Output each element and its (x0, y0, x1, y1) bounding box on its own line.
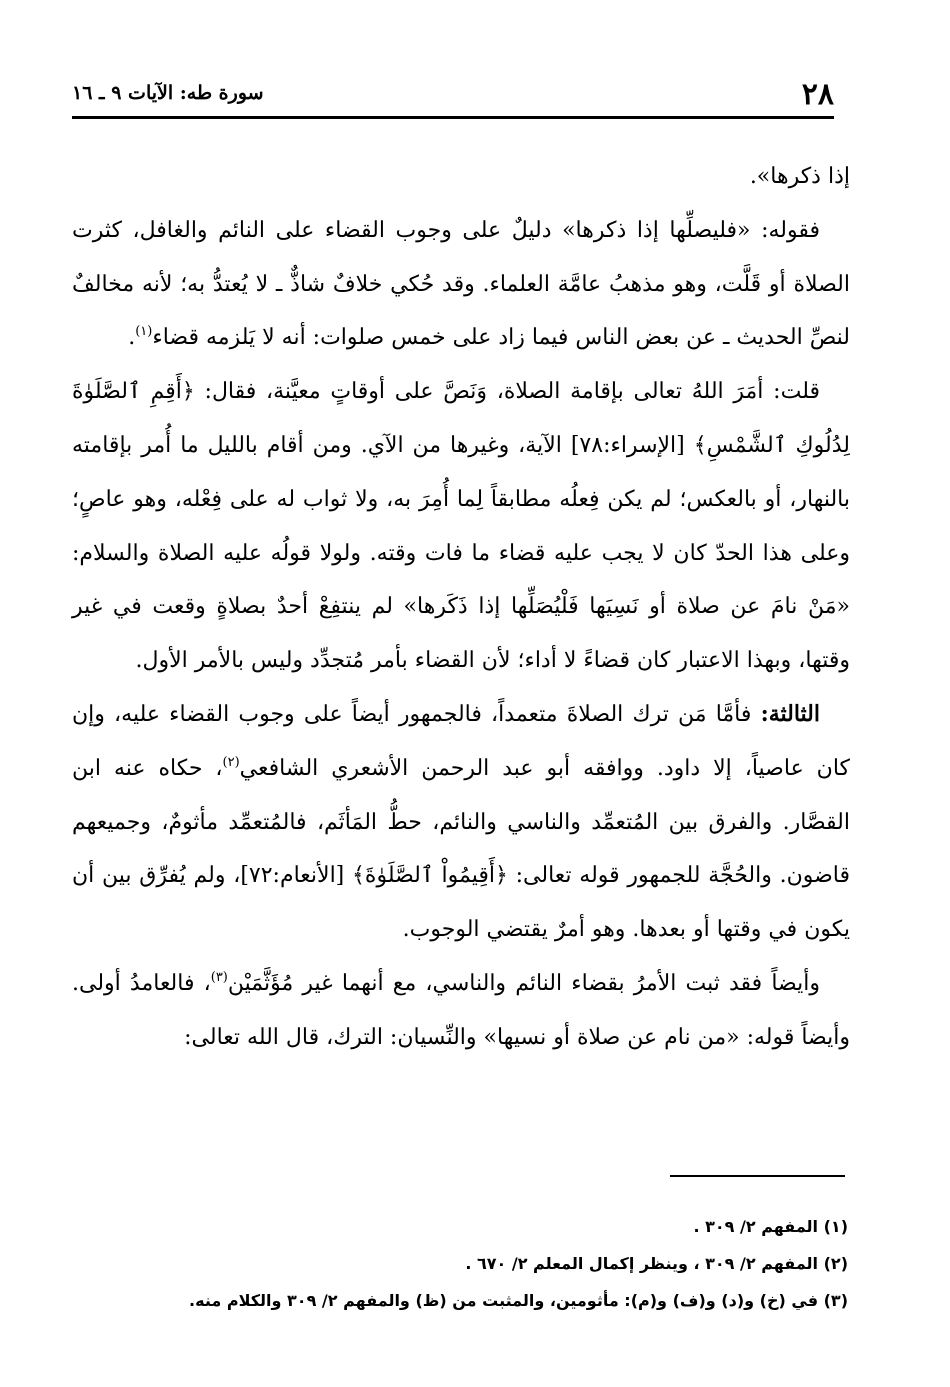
section-label: الثالثة: (760, 700, 820, 727)
paragraph-4-text-c: ، ولم يُفرِّق بين أن يكون في وقتها أو بعدها. وهو أمرٌ يقتضي الوجوب. (72, 863, 850, 943)
running-title: سورة طه: الآيات ٩ ـ ١٦ (72, 82, 264, 104)
paragraph-2-end: . (128, 325, 136, 351)
paragraph-4-text-b: ، حكاه عنه ابن القصَّار. والفرق بين المُتعمِّد والناسي والنائم، حطُّ المَأثَم، فالمُتعمِّد مأثومٌ، وجميعهم قاضون. والحُجَّة للجمهور قوله تعالى: (72, 755, 851, 889)
footnote-separator (670, 1175, 845, 1177)
paragraph-1 (72, 150, 850, 204)
paragraph-5-text-b: ، فالعامدُ أولى. وأيضاً قوله: «من نام عن صلاة أو نسيها» والنِّسيان: الترك، قال الله تعالى: (72, 970, 850, 1050)
paragraph-3 (72, 365, 850, 688)
paragraph-5 (72, 957, 850, 1065)
paragraph-1-text: إذا ذكرها». (749, 164, 850, 189)
footnote-ref-3[interactable]: (٣) (210, 969, 228, 985)
quran-verse-2: ﴿أَقِيمُواْ ٱلصَّلَوٰةَ﴾ (352, 863, 508, 889)
paragraph-3-text-a: قلت: أمَرَ اللهُ تعالى بإقامة الصلاة، وَنَصَّ على أوقاتٍ معيَّنة، فقال: (204, 379, 820, 405)
paragraph-4 (72, 688, 850, 957)
paragraph-2 (72, 204, 850, 365)
footnote-ref-1[interactable]: (١) (135, 324, 153, 340)
verse-reference-2: [الأنعام:٧٢] (240, 863, 345, 889)
verse-reference-1: [الإسراء:٧٨] (570, 432, 685, 458)
paragraph-5-text-a: وأيضاً فقد ثبت الأمرُ بقضاء النائم والناسي، مع أنهما غير مُؤَثَّمَيْن (227, 970, 820, 996)
paragraph-2-text: فقوله: «فليصلِّها إذا ذكرها» دليلٌ على وجوب القضاء على النائم والغافل، كثرت الصلاة أو قَلَّت، وهو مذهبُ عامَّة العلماء. وقد حُكي خلافٌ شاذٌّ ـ لا يُعتدُّ به؛ لأنه مخالفٌ لنصِّ الحديث ـ عن بعض الناس فيما زاد على خمس صلوات: أنه لا يَلزمه قضاء (72, 217, 850, 351)
footnote-2: (٢) المفهم ٢/ ٣٠٩ ، وينظر إكمال المعلم ٢/ ٦٧٠ . (465, 1254, 848, 1273)
footnote-3: (٣) في (خ) و(د) و(ف) و(م): مأثومين، والمثبت من (ظ) والمفهم ٢/ ٣٠٩ والكلام منه. (189, 1291, 848, 1310)
header-rule (72, 116, 834, 119)
page-number: ٢٨ (801, 77, 834, 112)
footnote-1: (١) المفهم ٢/ ٣٠٩ . (693, 1217, 848, 1236)
quran-verse-1: ﴿أَقِمِ ٱلصَّلَوٰةَ لِدُلُوكِ ٱلشَّمْسِ﴾ (72, 379, 850, 458)
paragraph-4-text-a: فأمَّا مَن ترك الصلاةَ متعمداً، فالجمهور أيضاً على وجوب القضاء عليه، وإن كان عاصياً، إلا داود. ووافقه أبو عبد الرحمن الأشعري الشافعي (72, 701, 850, 781)
footnotes (72, 1208, 848, 1319)
page-header (72, 66, 834, 116)
paragraph-3-text-b: الآية، وغيرها من الآي. ومن أقام بالليل ما أُمر بإقامته بالنهار، أو بالعكس؛ لم يكن فِعلُه مطابقاً لِما أُمِرَ به، ولا ثواب له على فِعْله، وهو عاصٍ؛ وعلى هذا الحدّ كان لا يجب عليه قضاء ما فات وقته. ولولا قولُه عليه الصلاة والسلام: «مَنْ نامَ عن صلاة أو نَسِيَها فَلْيُصَلِّها إذا ذَكَرها» لم ينتفِعْ أحدٌ بصلاةٍ وقعت في غير وقتها، وبهذا الاعتبار كان قضاءً لا أداء؛ لأن القضاء بأمر مُتجدِّد وليس بالأمر الأول. (72, 432, 850, 674)
main-text (72, 150, 850, 1065)
footnote-ref-2[interactable]: (٢) (222, 754, 240, 770)
